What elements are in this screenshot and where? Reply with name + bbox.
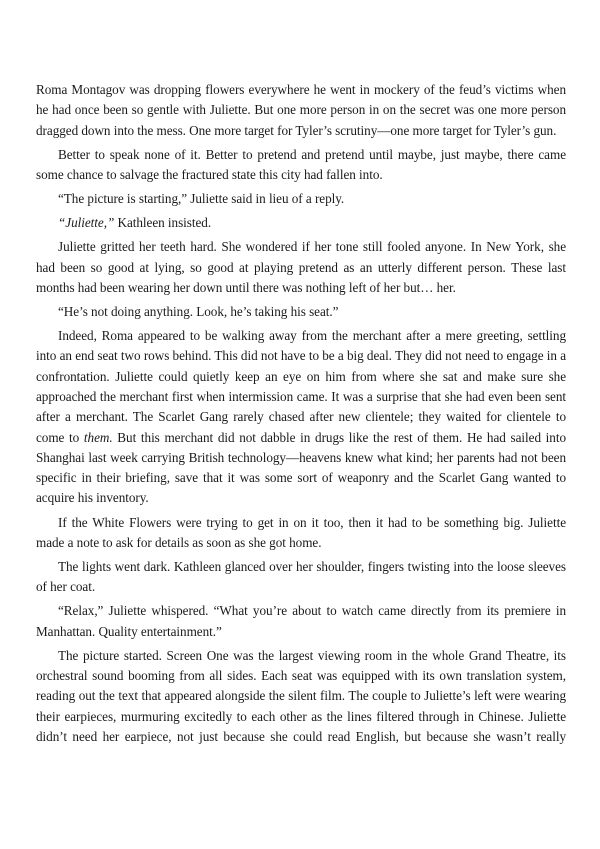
paragraph [36, 145, 566, 186]
paragraph [36, 189, 566, 209]
text-segment: Juliette gritted her teeth hard. She wondered if her tone still fooled anyone. In New York, she had been so good at lying, so good at playing pretend as an utterly different person. These last months had been wearing her down until there was nothing left of her but… her. [36, 239, 566, 295]
text-segment: The lights went dark. Kathleen glanced over her shoulder, fingers twisting into the loose sleeves of her coat. [36, 558, 566, 595]
paragraph [36, 213, 566, 233]
text-segment: But this merchant did not dabble in drugs like the rest of them. He had sailed into Shanghai last week carrying British technology—heavens knew what kind; her parents had not been specific in their briefing, save that it was some sort of weaponry and the Scarlet Gang wanted to acquire his inventory. [36, 429, 567, 506]
text-segment: “He’s not doing anything. Look, he’s taking his seat.” [58, 303, 339, 319]
text-segment: If the White Flowers were trying to get in on it too, then it had to be something big. Juliette made a note to ask for details as soon as she got home. [36, 514, 566, 550]
text-segment: Kathleen insisted. [114, 215, 212, 231]
paragraph [36, 302, 566, 322]
text-segment: Better to speak none of it. Better to pretend and pretend until maybe, just maybe, there came some chance to salvage the fractured state this city had fallen into. [36, 146, 566, 182]
paragraph [36, 557, 566, 598]
text-segment: “The picture is starting,” Juliette said in lieu of a reply. [58, 191, 345, 207]
text-segment: “Relax,” Juliette whispered. “What you’re about to watch came directly from its premiere in Manhattan. Quality entertainment.” [36, 603, 566, 639]
text-segment: Roma Montagov was dropping flowers everywhere he went in mockery of the feud’s victims when he had once been so gentle with Juliette. But one more person in on the secret was one more person dragged down into the mess. One more target for Tyler’s scrutiny—one more target for Tyler’s gun. [36, 82, 566, 138]
paragraph [36, 237, 566, 298]
italic-text-segment: “Juliette,” [58, 215, 115, 231]
body-text [36, 80, 566, 751]
text-segment: The picture started. Screen One was the largest viewing room in the whole Grand Theatre, its orchestral sound booming from all sides. Each seat was equipped with its own translation system, reading out the text that appeared alongside the silent film. The couple to Juliette’s left were wearing their earpieces, murmuring excitedly to each other as the lines filtered through in Chinese. Juliette didn’t need her earpiece, not just because she could read English, but because she wasn’t really [36, 647, 566, 744]
paragraph [36, 326, 566, 509]
paragraph [36, 80, 566, 141]
paragraph [36, 601, 566, 642]
italic-text-segment: them. [83, 429, 113, 445]
text-segment: Indeed, Roma appeared to be walking away from the merchant after a mere greeting, settling into an end seat two rows behind. This did not have to be a big deal. They did not need to engage in a confrontation. Juliette could quietly keep an eye on him from where she sat and make sure she approached the merchant first when intermission came. It was a surprise that she had even been sent after a merchant. The Scarlet Gang rarely chased after new clientele; they waited for clientele to come to [36, 328, 566, 445]
paragraph [36, 513, 566, 554]
paragraph [36, 646, 566, 747]
